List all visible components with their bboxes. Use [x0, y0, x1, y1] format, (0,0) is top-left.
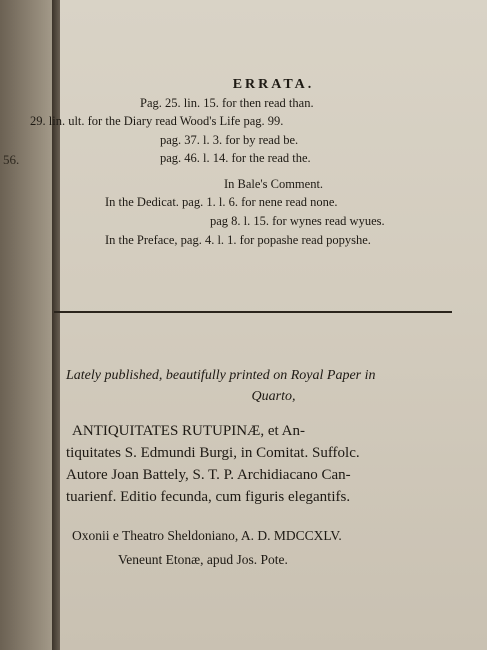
advert-body-line: Autore Joan Battely, S. T. P. Archidiacano Can-: [66, 467, 351, 483]
divider-rule: [54, 311, 452, 313]
advert-body-line: ANTIQUITATES RUTUPINÆ, et An-: [72, 423, 305, 439]
errata-line: 29. lin. ult. for the Diary read Wood's Life pag. 99.: [30, 114, 284, 128]
advert-heading: Quarto,: [251, 389, 296, 404]
facing-page-edge: [0, 0, 58, 650]
errata-line: In the Dedicat. pag. 1. l. 6. for nene read none.: [105, 195, 338, 209]
advert-body-line: tuarienf. Editio fecunda, cum figuris elegantifs.: [66, 489, 351, 505]
errata-line: Pag. 25. lin. 15. for then read than.: [140, 96, 314, 110]
advert-body-line: tiquitates S. Edmundi Burgi, in Comitat. Suffolc.: [66, 445, 360, 461]
errata-line: pag 8. l. 15. for wynes read wyues.: [210, 214, 385, 228]
errata-line: pag. 46. l. 14. for the read the.: [160, 151, 311, 165]
advert-imprint: Oxonii e Theatro Sheldoniano, A. D. MDCCXLV.: [72, 528, 342, 543]
facing-page-number: 56.: [3, 152, 20, 167]
advert-heading: Lately published, beautifully printed on Royal Paper in: [66, 368, 376, 383]
errata-title: ERRATA.: [232, 77, 315, 92]
advert-imprint: Veneunt Etonæ, apud Jos. Pote.: [118, 552, 288, 567]
errata-line: In the Preface, pag. 4. l. 1. for popashe read popyshe.: [105, 233, 371, 247]
book-page: [30, 0, 487, 650]
errata-subheading: In Bale's Comment.: [223, 177, 324, 191]
errata-line: pag. 37. l. 3. for by read be.: [160, 133, 299, 147]
